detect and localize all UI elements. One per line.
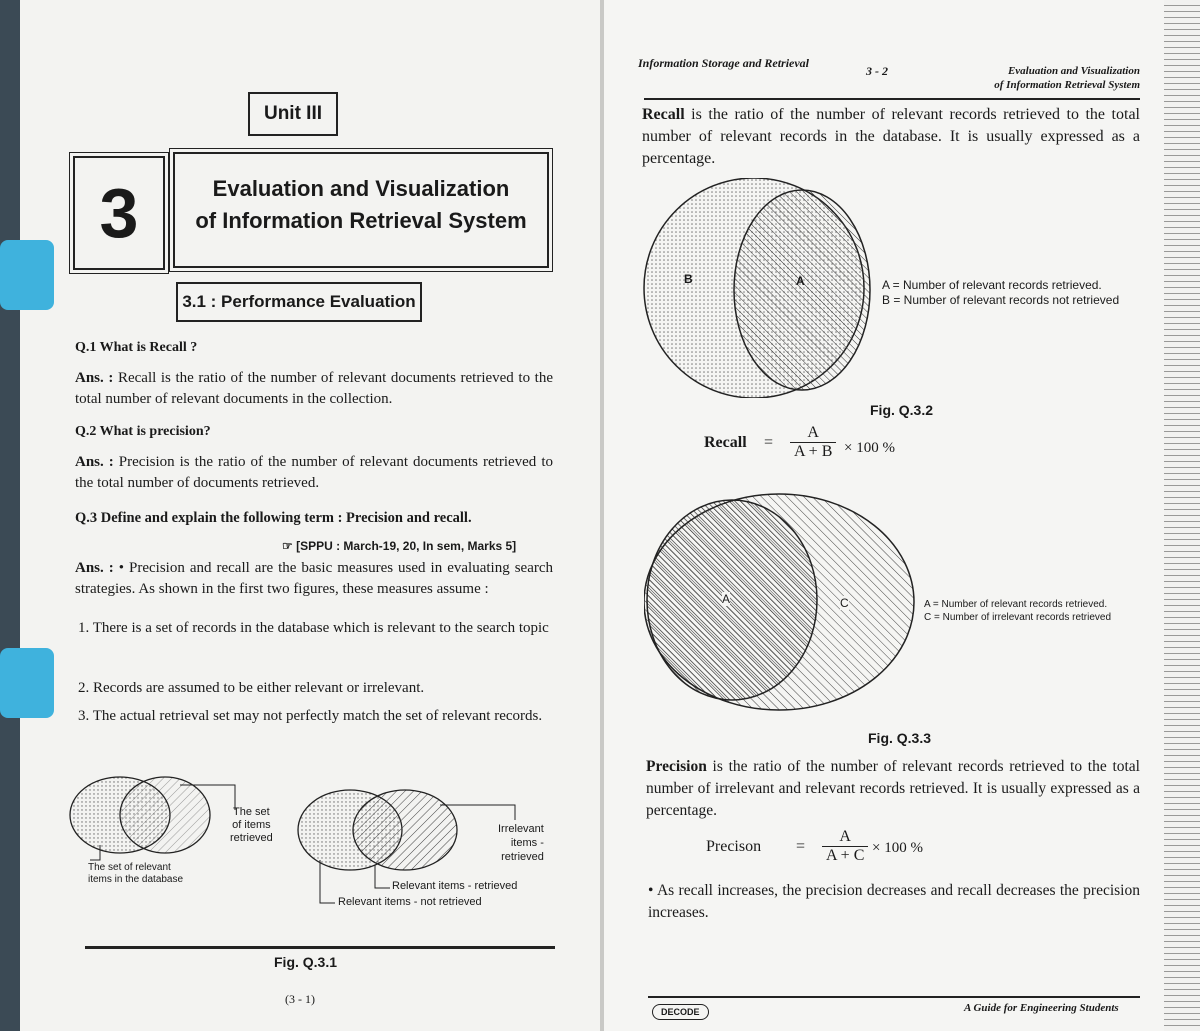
header-line: Evaluation and Visualization (1007, 65, 1140, 77)
legend-line: A = Number of relevant records retrieved. (882, 278, 1102, 292)
fig3-caption: Fig. Q.3.3 (868, 730, 932, 746)
recall-fraction (790, 424, 836, 461)
running-header-right (934, 64, 1140, 92)
answer-label: Ans. : (75, 370, 114, 386)
chapter-number: 3 (99, 174, 139, 252)
running-header-left: Information Storage and Retrieval (638, 56, 810, 70)
exam-reference: ☞ [SPPU : March-19, 20, In sem, Marks 5] (282, 539, 517, 553)
recall-term: Recall (642, 106, 685, 123)
header-line: of Information Retrieval System (994, 79, 1140, 91)
precision-text: is the ratio of the number of relevant records retrieved to the total number of irrelevant and relevant records retrieved. It is usually expressed as a percentage. (646, 758, 1140, 819)
legend-line: A = Number of relevant records retrieved. (924, 599, 1108, 610)
fig2-caption: Fig. Q.3.2 (870, 402, 934, 418)
precision-fraction (822, 828, 868, 865)
precision-definition (646, 756, 1140, 822)
label-line: of items (232, 819, 271, 831)
list-item (78, 618, 553, 638)
answer-text: • Precision and recall are the basic measures used in evaluating search strategies. As shown in the first two figures, these measures assume : (75, 560, 554, 597)
bottom-rule (85, 946, 555, 949)
chapter-title-box (173, 152, 549, 268)
answer-1 (75, 368, 553, 410)
unit-label: Unit III (248, 92, 338, 136)
fig3-legend (924, 598, 1111, 624)
answer-text: Precision is the ratio of the number of relevant documents retrieved to the total number of documents retrieved. (75, 454, 553, 491)
legend-line: C = Number of irrelevant records retrieved (924, 612, 1112, 623)
label-line: Irrelevant (498, 823, 544, 835)
answer-label: Ans. : (75, 454, 114, 470)
binder-clip-bottom (0, 648, 54, 718)
list-item (78, 678, 553, 698)
list-number: 3. (78, 708, 90, 724)
fig3-label-a: A (722, 592, 731, 606)
chapter-number-box (73, 156, 165, 270)
legend-line: B = Number of relevant records not retrieved (882, 293, 1120, 307)
fig1-caption: Fig. Q.3.1 (274, 954, 338, 970)
precision-term: Precision (646, 758, 707, 775)
fig1-label-irrelevant (498, 822, 544, 864)
header-rule (644, 98, 1140, 100)
label-line: retrieved (501, 851, 544, 863)
right-page (604, 0, 1164, 1031)
label-line: The set (233, 806, 270, 818)
list-text: There is a set of records in the database which is relevant to the search topic (92, 620, 549, 636)
list-number: 2. (78, 680, 90, 696)
figure-q-3-2 (634, 178, 874, 398)
answer-label: Ans. : (75, 560, 114, 576)
recall-formula-lhs: Recall (704, 434, 747, 451)
answer-3 (75, 558, 553, 600)
fig2-label-a: A (796, 274, 805, 288)
fig1-label-database (88, 862, 183, 886)
list-text: Records are assumed to be either relevant or irrelevant. (93, 680, 425, 696)
chapter-title-line-2: of Information Retrieval System (195, 208, 527, 233)
running-header-page: 3 - 2 (866, 64, 888, 78)
label-line: retrieved (230, 832, 273, 844)
answer-text: Recall is the ratio of the number of relevant documents retrieved to the total number of relevant documents in the collection. (75, 370, 553, 407)
venn-retrieved-set (353, 790, 457, 870)
label-line: items - (510, 837, 544, 849)
list-number: 1. (78, 620, 90, 636)
list-text: The actual retrieval set may not perfectly match the set of relevant records. (92, 708, 543, 724)
precision-formula-mult: × 100 % (872, 840, 923, 856)
recall-definition (642, 104, 1140, 170)
question-3: Q.3 Define and explain the following term : Precision and recall. (75, 510, 472, 526)
fig1-label-retrieved (230, 806, 273, 845)
recall-formula-mult: × 100 % (844, 440, 895, 456)
question-1: Q.1 What is Recall ? (75, 340, 198, 355)
fig1-label-relevant-retrieved: Relevant items - retrieved (392, 880, 518, 892)
page-edges (1164, 0, 1200, 1031)
left-page (20, 0, 600, 1031)
recall-text: is the ratio of the number of relevant records retrieved to the total number of relevant records in the database. It is usually expressed as a percentage. (642, 106, 1140, 167)
binder-clip-top (0, 240, 54, 310)
footer-rule (648, 996, 1140, 998)
footer-tagline: A Guide for Engineering Students (964, 1002, 1119, 1014)
venn-retrieved-set (120, 777, 210, 853)
fig2-label-b: B (684, 272, 693, 286)
fraction-denominator: A + C (826, 847, 865, 864)
chapter-title-line-1: Evaluation and Visualization (212, 176, 510, 201)
precision-formula-eq: = (796, 838, 806, 855)
fig3-label-c: C (840, 596, 849, 610)
list-item (78, 706, 553, 726)
fraction-numerator: A (822, 828, 868, 847)
fig2-legend (882, 278, 1119, 308)
fig1-label-relevant-not-retrieved: Relevant items - not retrieved (338, 896, 482, 908)
recall-formula-eq: = (764, 434, 774, 451)
bullet-note: • As recall increases, the precision decreases and recall decreases the precision increases. (648, 882, 1140, 921)
label-line: items in the database (88, 874, 184, 885)
figure-q-3-3 (644, 490, 924, 720)
fraction-denominator: A + B (794, 443, 833, 460)
section-heading: 3.1 : Performance Evaluation (176, 282, 422, 322)
publisher-logo: DECODE (652, 1004, 709, 1020)
answer-2 (75, 452, 553, 494)
question-2: Q.2 What is precision? (75, 424, 211, 439)
precision-formula-lhs: Precison (706, 838, 762, 855)
venn-retrieved-region (734, 190, 870, 390)
page-number: (3 - 1) (285, 992, 315, 1006)
venn-relevant-retrieved (647, 500, 817, 700)
label-line: The set of relevant (88, 862, 171, 873)
fraction-numerator: A (790, 424, 836, 443)
